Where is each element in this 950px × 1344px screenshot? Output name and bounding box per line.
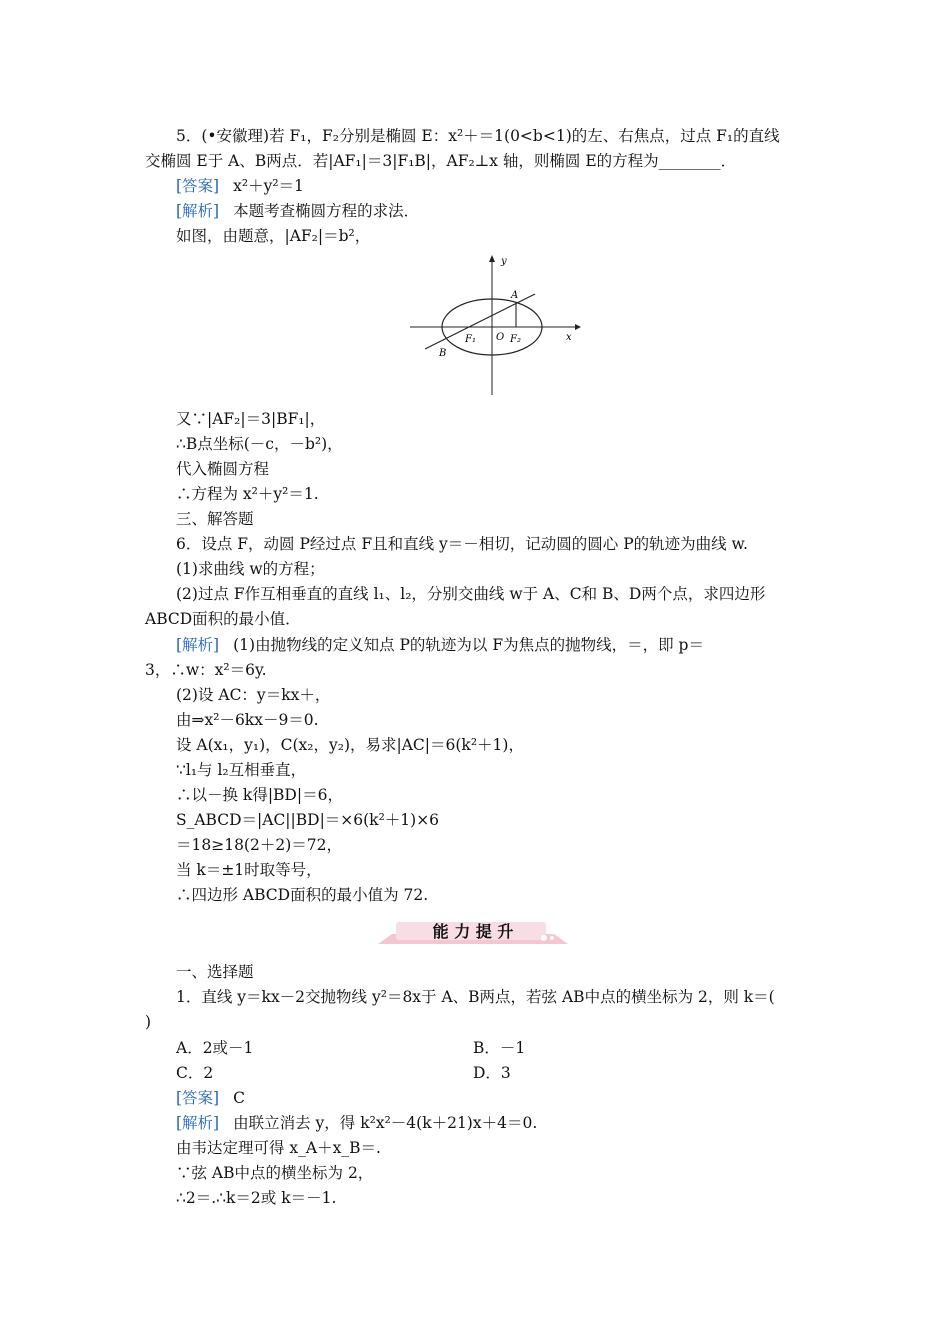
point-a-label: A xyxy=(511,290,519,301)
option-b: B．－1 xyxy=(473,1039,526,1057)
analysis-tag: [解析] xyxy=(176,202,220,220)
banner-dot xyxy=(550,936,554,940)
q6-step-1: (2)设 AC：y＝kx＋， xyxy=(176,686,331,704)
q6-analysis xyxy=(176,635,841,655)
ellipse-figure xyxy=(405,250,585,400)
point-f1-label: F₁ xyxy=(465,334,476,345)
point-f2-label: F₂ xyxy=(510,334,521,345)
answer-tag: [答案] xyxy=(176,177,220,195)
q1-step-1: 由韦达定理可得 x_A＋x_B＝. xyxy=(176,1139,381,1157)
q5-analysis xyxy=(176,201,841,221)
analysis-tag: [解析] xyxy=(176,636,220,654)
q5-step-2: ∴B点坐标(－c，－b²)， xyxy=(176,435,343,453)
q5-figure-intro: 如图，由题意，|AF₂|＝b²， xyxy=(176,227,371,245)
q6-step-5: ∴以－换 k得|BD|＝6， xyxy=(176,786,343,804)
q1-step-2: ∵弦 AB中点的横坐标为 2， xyxy=(176,1164,374,1182)
banner-dot xyxy=(541,935,547,941)
q1-line-1: 1．直线 y＝kx－2交抛物线 y²＝8x于 A、B两点，若弦 AB中点的横坐标为 2，则 k＝( xyxy=(176,988,775,1006)
q6-line-1: 6．设点 F，动圆 P经过点 F且和直线 y＝－相切，记动圆的圆心 P的轨迹为曲线 w. xyxy=(176,535,748,553)
q1-step-3: ∴2＝.∴k＝2或 k＝－1. xyxy=(176,1189,337,1207)
q6-step-9: ∴四边形 ABCD面积的最小值为 72. xyxy=(176,886,429,904)
analysis-text: (1)由抛物线的定义知点 P的轨迹为以 F为焦点的抛物线，＝，即 p＝ xyxy=(233,636,704,654)
analysis-text: 本题考查椭圆方程的求法． xyxy=(233,202,420,220)
q1-answer xyxy=(176,1088,841,1108)
q5-step-3: 代入椭圆方程 xyxy=(176,460,270,478)
q6-part-2b: ABCD面积的最小值． xyxy=(145,610,301,628)
q6-analysis-cont: 3，∴w：x²＝6y. xyxy=(145,661,267,679)
q6-step-4: ∵l₁与 l₂互相垂直， xyxy=(176,761,307,779)
section-heading-3: 三、解答题 xyxy=(176,510,254,528)
q5-answer xyxy=(176,176,841,196)
option-a: A．2或－1 xyxy=(176,1039,254,1057)
point-b-label: B xyxy=(439,348,447,359)
q5-step-1: 又∵|AF₂|＝3|BF₁|， xyxy=(176,410,326,428)
analysis-tag: [解析] xyxy=(176,1114,220,1132)
q1-line-2: ) xyxy=(145,1013,152,1031)
analysis-text: 由联立消去 y，得 k²x²－4(k＋21)x＋4＝0. xyxy=(233,1114,538,1132)
x-label: x xyxy=(566,332,572,343)
x-axis-arrow xyxy=(575,324,581,330)
y-axis-arrow xyxy=(489,255,495,262)
q6-step-2: 由⇒x²－6kx－9＝0. xyxy=(176,711,319,729)
origin-label: O xyxy=(496,332,505,343)
q6-part-1: (1)求曲线 w的方程； xyxy=(176,560,325,578)
y-label: y xyxy=(501,256,507,267)
q6-step-6: S_ABCD＝|AC||BD|＝×6(k²＋1)×6 xyxy=(176,811,440,829)
section-banner xyxy=(378,920,568,950)
q6-step-8: 当 k＝±1时取等号， xyxy=(176,861,322,879)
option-c: C．2 xyxy=(176,1064,214,1082)
answer-tag: [答案] xyxy=(176,1089,220,1107)
q1-analysis xyxy=(176,1113,841,1133)
q6-part-2a: (2)过点 F作互相垂直的直线 l₁、l₂，分别交曲线 w于 A、C和 B、D两个点，求四边形 xyxy=(176,585,766,603)
q5-step-4: ∴方程为 x²＋y²＝1. xyxy=(176,485,319,503)
option-d: D．3 xyxy=(473,1064,511,1082)
answer-text: C xyxy=(233,1089,245,1107)
q5-line-1: 5．(•安徽理)若 F₁，F₂分别是椭圆 E：x²＋＝1(0<b<1)的左、右焦点，过点 F₁的直线 xyxy=(176,127,780,145)
banner-title: 能 力 提 升 xyxy=(432,922,514,941)
section-heading-1: 一、选择题 xyxy=(176,963,254,981)
answer-text: x²＋y²＝1 xyxy=(233,177,304,195)
q5-line-2: 交椭圆 E于 A、B两点．若|AF₁|＝3|F₁B|，AF₂⊥x 轴，则椭圆 E的方程为________． xyxy=(145,152,737,170)
q6-step-3: 设 A(x₁，y₁)，C(x₂，y₂)，易求|AC|＝6(k²＋1)， xyxy=(176,736,524,754)
q6-step-7: ＝18≥18(2＋2)＝72， xyxy=(176,836,342,854)
